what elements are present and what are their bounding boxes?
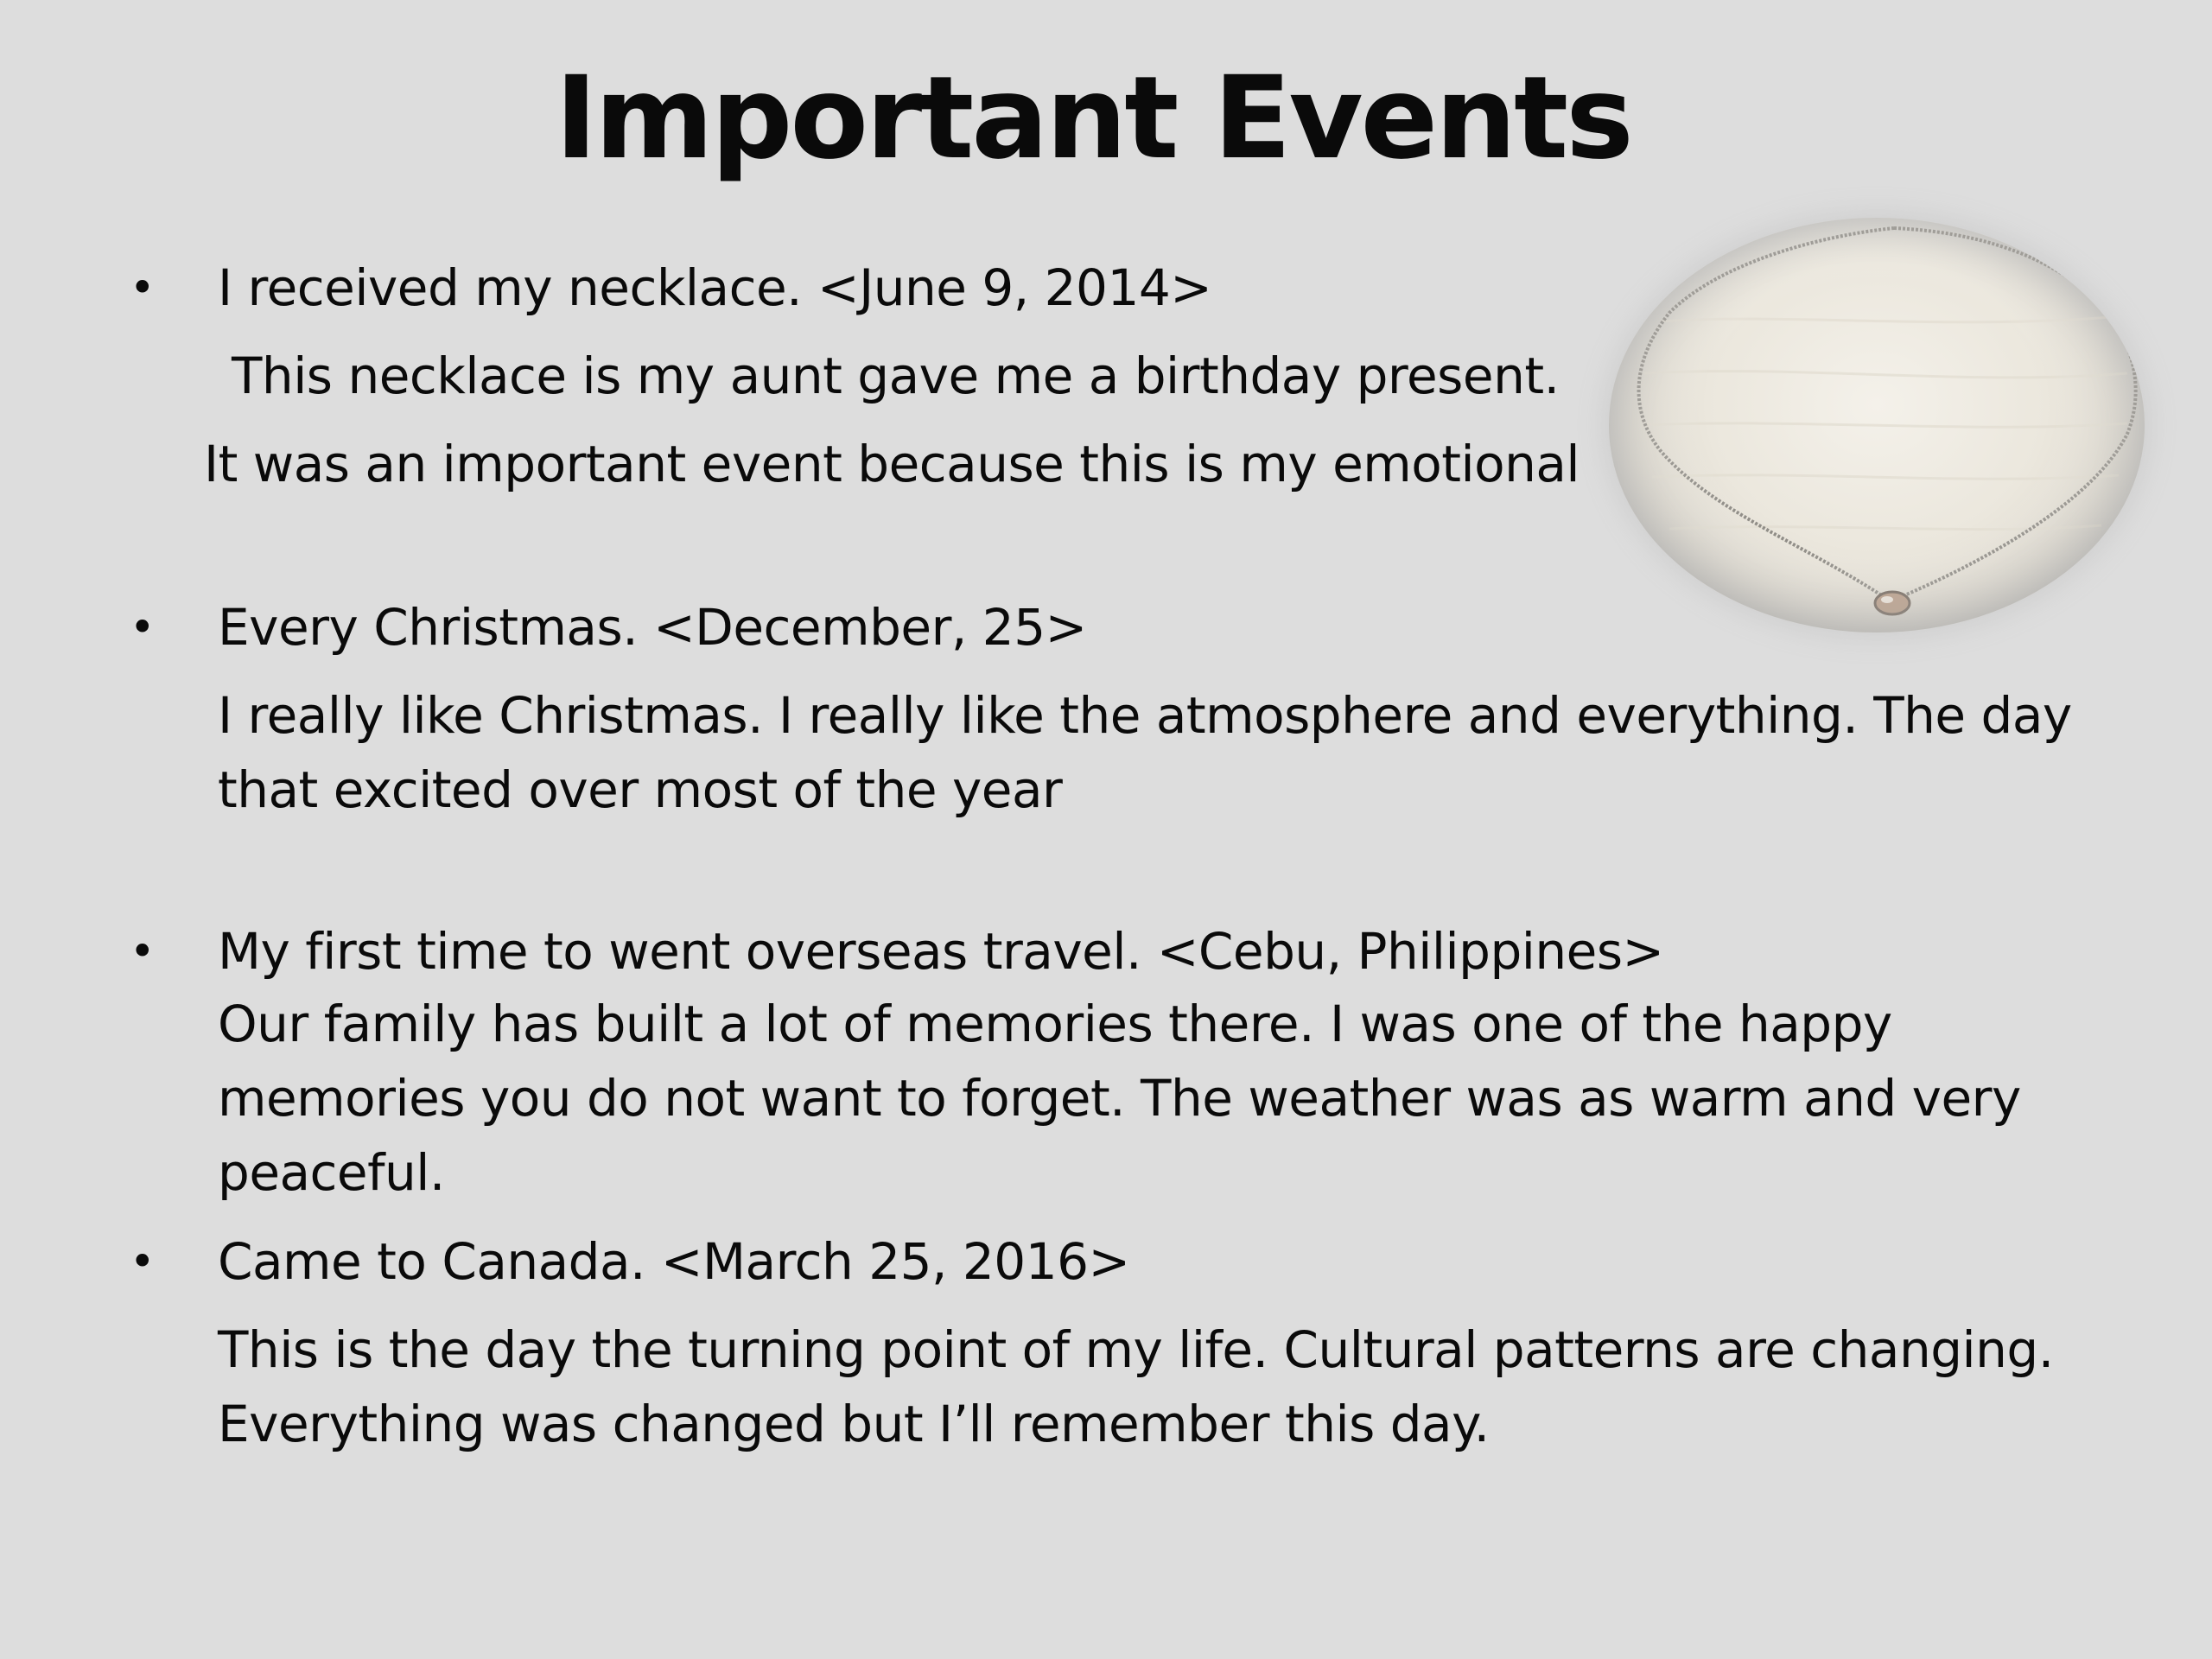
event-heading: My first time to went overseas travel. <Cebu, Philippines> (218, 922, 1664, 981)
slide-title: Important Events (555, 52, 1631, 185)
bullet: • (130, 1236, 155, 1287)
event-heading: Came to Canada. <March 25, 2016> (218, 1232, 1130, 1291)
event-line: It was an important event because this is my emotional (204, 435, 1580, 493)
event-heading: I received my necklace. <June 9, 2014> (218, 258, 1212, 317)
event-body: I really like Christmas. I really like the atmosphere and everything. The day that excited over most of the year (218, 686, 2072, 819)
event-heading: Every Christmas. <December, 25> (218, 598, 1087, 657)
necklace-image (1609, 218, 2145, 632)
bullet: • (130, 263, 155, 313)
bullet: • (130, 602, 155, 652)
event-body: Our family has built a lot of memories there. I was one of the happy memories you do not want to forget. The weather was as warm and very peaceful. (218, 995, 2021, 1202)
event-line: This necklace is my aunt gave me a birthday present. (232, 346, 1560, 405)
necklace-photo (1609, 218, 2145, 632)
bullet: • (130, 926, 155, 976)
event-body: This is the day the turning point of my life. Cultural patterns are changing. Everything was changed but I’ll remember this day. (218, 1320, 2054, 1453)
